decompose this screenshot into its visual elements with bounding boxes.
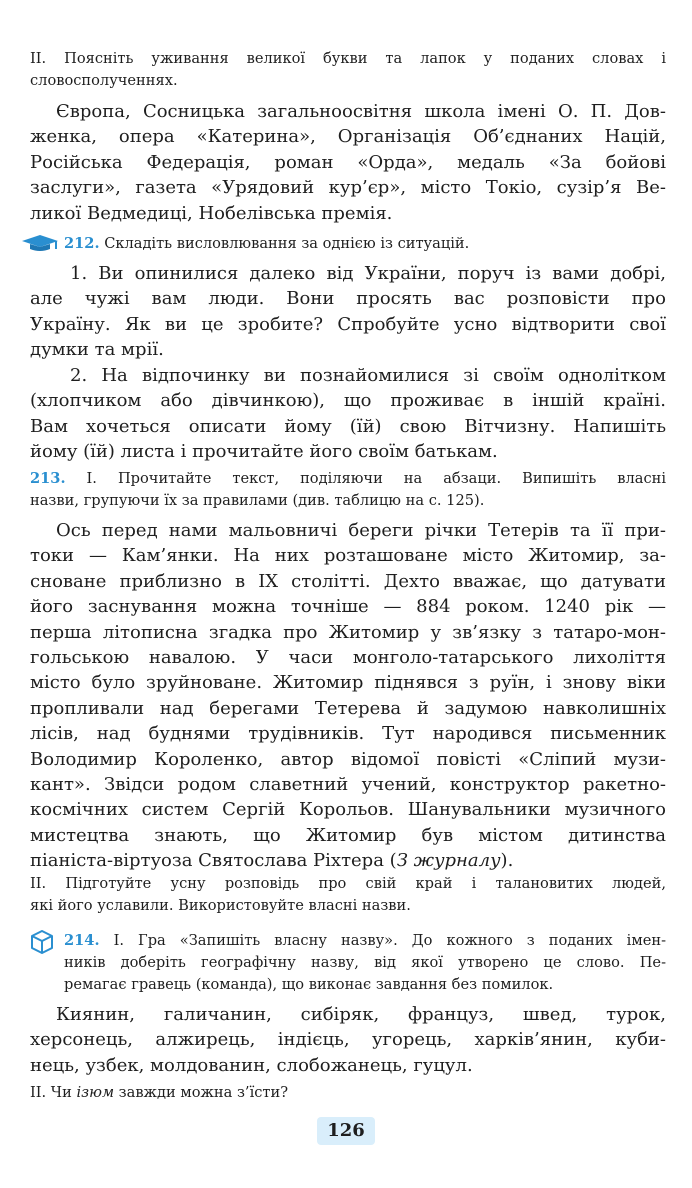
- text-line: 1. Ви опинилися далеко від України, поруч із вами добрі,: [70, 263, 666, 284]
- text-line: сноване приблизно в IX столітті. Дехто вважає, що датувати: [30, 570, 666, 592]
- task-212-heading: [64, 233, 666, 255]
- source-note: З журналу: [396, 850, 501, 872]
- text-line: ІІ. Підготуйте усну розповідь про свій край і талановитих людей,: [30, 875, 666, 892]
- text-line: женка, опера «Катерина», Організація Об’єднаних Націй,: [30, 126, 666, 148]
- text-line: Ось перед нами мальовничі береги річки Тетерів та її при-: [56, 520, 666, 541]
- demonyms-list: [30, 1002, 666, 1078]
- word-list-211: [30, 99, 666, 226]
- task-number: 214.: [64, 932, 100, 949]
- text-line: Російська Федерація, роман «Орда», медаль «За бойові: [30, 151, 666, 173]
- text-line: Європа, Сосницька загальноосвітня школа імені О. П. Дов-: [56, 101, 666, 122]
- text-line: лісів, над буднями трудівників. Тут народився письменник: [30, 723, 666, 745]
- text-line: гольською навалою. У часи монголо-татарського лихоліття: [30, 647, 666, 669]
- situation-2: [30, 363, 666, 465]
- text-line: заслуги», газета «Урядовий кур’єр», місто Токіо, сузір’я Ве-: [30, 177, 666, 199]
- task-213-heading: [30, 468, 666, 512]
- task-213-part-2: [30, 873, 666, 917]
- text-line: кант». Звідси родом славетний учений, конструктор ракетно-: [30, 774, 666, 796]
- text-line: нець, узбек, молдованин, слобожанець, гуцул.: [30, 1054, 473, 1076]
- text-line-tail: ).: [500, 850, 514, 872]
- text-part: ІІ. Чи: [30, 1084, 77, 1101]
- cube-icon: [29, 929, 55, 955]
- text-line: йому (їй) листа і прочитайте його своїм батькам.: [30, 441, 498, 463]
- italic-term: ізюм: [76, 1084, 115, 1101]
- task-number: 213.: [30, 470, 66, 487]
- text-line: 2. На відпочинку ви познайомилися зі своїм однолітком: [70, 365, 666, 386]
- text-line: Киянин, галичанин, сибіряк, француз, швед, турок,: [56, 1004, 666, 1025]
- task-text: І. Гра «Запишіть власну назву». До кожного з поданих імен-: [113, 932, 666, 949]
- text-line: назви, групуючи їх за правилами (див. таблицю на с. 125).: [30, 492, 485, 509]
- text-line: ремагає гравець (команда), що виконає завдання без помилок.: [64, 976, 554, 993]
- text-line: токи — Кам’янки. На них розташоване місто Житомир, за-: [30, 545, 666, 567]
- text-line: думки та мрії.: [30, 339, 164, 361]
- text-line: (хлопчиком або дівчинкою), що проживає в іншій країні.: [30, 390, 666, 412]
- text-line: II. Поясніть уживання великої букви та лапок у поданих словах і: [30, 50, 666, 67]
- text-line: його заснування можна точніше — 884 роком. 1240 рік —: [30, 596, 666, 618]
- page-number: 126: [327, 1120, 365, 1141]
- text-line: словосполученнях.: [30, 72, 178, 89]
- task-number: 212.: [64, 235, 100, 252]
- text-line: які його уславили. Використовуйте власні назви.: [30, 897, 411, 914]
- task-211-part-2: [30, 48, 666, 92]
- task-text: Складіть висловлювання за однією із ситуацій.: [104, 235, 470, 252]
- task-text: І. Прочитайте текст, поділяючи на абзаци. Випишіть власні: [86, 470, 667, 487]
- text-line: мистецтва знають, що Житомир був містом дитинства: [30, 824, 666, 846]
- text-line: але чужі вам люди. Вони просять вас розповісти про: [30, 288, 666, 310]
- text-line: Вам хочеться описати йому (їй) свою Вітчизну. Напишіть: [30, 415, 666, 437]
- text-line: Володимир Короленко, автор відомої повісті «Сліпий музи-: [30, 748, 666, 770]
- text-line: Україну. Як ви це зробите? Спробуйте усно відтворити свої: [30, 313, 666, 335]
- text-part: завжди можна з’їсти?: [114, 1084, 289, 1101]
- task-214-part-2: [30, 1082, 666, 1104]
- zhytomyr-text: [30, 518, 666, 874]
- text-line: перша літописна згадка про Житомир у зв’язку з татаро-мон-: [30, 621, 666, 643]
- text-line: ликої Ведмедиці, Нобелівська премія.: [30, 202, 393, 224]
- graduation-cap-icon: [20, 233, 62, 253]
- text-line: херсонець, алжирець, індієць, угорець, харків’янин, куби-: [30, 1029, 666, 1051]
- task-214: [64, 930, 666, 996]
- text-line: піаніста-віртуоза Святослава Ріхтера (: [30, 850, 397, 872]
- text-line: пропливали над берегами Тетерева й задумою навколишніх: [30, 697, 666, 719]
- text-line: місто було зруйноване. Житомир піднявся з руїн, і знову віки: [30, 672, 666, 694]
- text-line: космічних систем Сергій Корольов. Шанувальники музичного: [30, 799, 666, 821]
- text-line: ників доберіть географічну назву, від якої утворено це слово. Пе-: [64, 954, 666, 971]
- situation-1: [30, 261, 666, 363]
